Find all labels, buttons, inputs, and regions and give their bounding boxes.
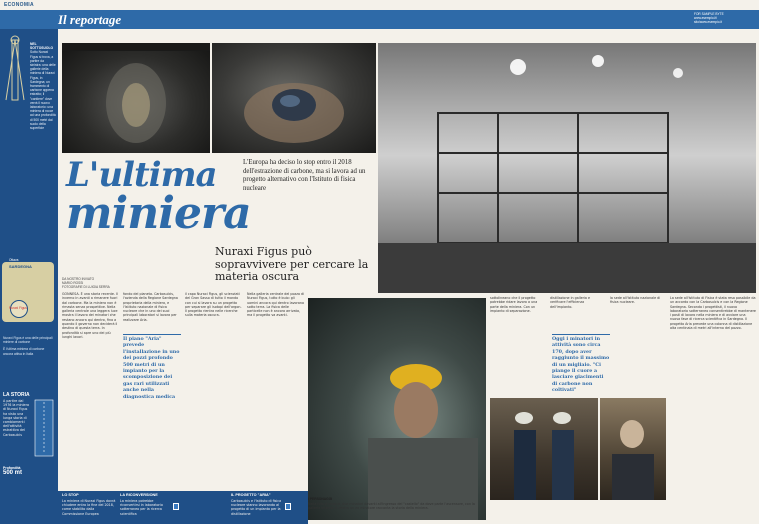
page-info-line: www.esempio.it/ <box>694 16 718 20</box>
history-text: A partire dal 1976 la miniera di Nuraxi Figus ha visto una lunga storia di cambiamenti dell'attività estrattiva del Carbosulcis <box>3 399 29 437</box>
stop-text: La miniera di Nuraxi Figus dovrà chiudere entro la fine del 2018, come stabilito dalla Commissione Europea <box>62 499 116 516</box>
photo-mine-tunnel <box>62 43 210 153</box>
pull-quote-2: Oggi i minatori in attività sono circa 170, dopo aver raggiunto il massimo di un migliaio. "Ci piange il cuore a lasciare giacimenti di carbone non coltivati" <box>552 336 610 394</box>
reconversion-text: La miniera potrebbe riconvertirsi in laboratorio sotterraneo per la ricerca scientifica <box>120 499 163 516</box>
left-caption-text: Sotto Nuraxi Figus si trova, a partire da sinistra: una delle gallerie della miniera di Nuraxi Figus, in Sardegna; un frammento di carbone appena estratto; il "cantiere" dove verrà il nuovo laboratorio: una miniera di rocce ad una profondità di 500 metri dal suolo della superficie <box>30 50 56 131</box>
map-city-label: Nuraxi Figus <box>9 306 27 310</box>
quote-rule <box>552 334 610 335</box>
article-column-4: Nella galleria centrale del pozzo di Nuraxi Figus, tutto è buio: gli uomini ancora qui dentro lavorano sotto terra. La fisica delle particelle non è ancora arrivata, ma il progetto va avanti. <box>247 292 305 318</box>
tunnel-illustration <box>62 43 210 153</box>
article-column-8: La sede all'Istituto di Fisica è stata resa possibile da un accordo con la Carbosulcis e con la Regione Sardegna. Secondo i progettisti, il nuovo laboratorio sotterraneo consentirebbe di mantenere i posti di lavoro nella miniera e di avviare una nuova fase di ricerca scientifica in Sardegna. Il progetto Aria prevede una colonna di distillazione alta centinaia di metri all'interno del pozzo. <box>670 296 756 331</box>
headline-subtitle: Nuraxi Figus può sopravvivere per cercare la materia oscura <box>215 245 369 283</box>
photo-coal-in-hands <box>212 43 376 153</box>
quote-rule <box>123 334 181 335</box>
map-region-label: SARDEGNA <box>9 264 32 269</box>
history-heading: LA STORIA <box>3 392 30 398</box>
page-info <box>694 12 724 24</box>
byline-line: MARIO ROSSI <box>62 281 84 286</box>
depth-value: 500 mt <box>3 470 23 476</box>
former-miner-illustration <box>600 398 666 500</box>
left-stats <box>3 336 55 359</box>
headline-kicker: L'Europa ha deciso lo stop entro il 2018 dell'estrazione di carbone, ma si lavora ad un progetto alternativo con l'Istituto di fisica nucleare <box>243 159 366 192</box>
band-title: Il reportage <box>58 12 122 27</box>
article-column-5: sottolineano che il progetto potrebbe ridare lavoro a una parte della miniera. Con un impianto di separazione. <box>490 296 538 313</box>
reconversion-heading: LA RICONVERSIONE <box>120 493 158 497</box>
depth-box <box>3 466 47 476</box>
article-column-7: la sede all'Istituto nazionale di fisica nucleare. <box>610 296 661 305</box>
article-column-2: fondo del pianeta. Carbosulcis, l'azienda della Regione Sardegna proprietaria della miniera, e l'Istituto nazionale di fisica nucleare che in uno dei suoi principali laboratori si lavora per realizzare Aria. <box>123 292 178 322</box>
left-caption <box>30 42 56 132</box>
pull-quote-1: Il piano "Aria" prevede l'installazione in uno dei pozzi profondo 500 metri di un impianto per la scomposizione dei gas rari utilizzati anche nella diagnostica medica <box>123 336 180 400</box>
left-stat: Nuraxi Figus è una delle principali miniere di carbone <box>3 336 53 345</box>
site-illustration <box>378 43 756 293</box>
page-info-line: FOR SAMPLE BYTE <box>694 12 724 16</box>
two-miners-illustration <box>490 398 598 500</box>
aria-text: Carbosulcis e l'Istituto di fisica nucleare stanno lavorando al progetto di un impianto per la distillazione <box>231 499 282 516</box>
photo-miner-portrait <box>308 298 486 520</box>
article-column-6: distillazione in galleria e verificare l'efficienza dell'impianto. <box>550 296 591 309</box>
article-column-1: GONNESA. È una storia recente. Il inverno in avanti a rimanere fuori dal carbone. Ma la miniera non è rimasta senza prospettive. Nella galleria centrale una leggera luce mostra il lavoro dei minatori che restano ancora qui dentro, fino a quando il governo non deciderà il destino di questa terra. In profondità si apre uno dei più lunghi lavori. <box>62 292 118 339</box>
section-label: ECONOMIA <box>4 2 34 8</box>
photo-former-miner <box>600 398 666 500</box>
depth-label: Profondità <box>3 466 21 470</box>
left-caption-heading: NEL SOTTOSUOLO <box>30 42 54 51</box>
photo-caption-text: Nella foto a sinistra, due minatori davanti all'ingresso del "castello" da dove parte l'ascensore, con la galleria interna. A destra un ex minatore racconta la storia della miniera. <box>308 502 475 511</box>
sardinia-map <box>2 262 54 322</box>
article-column-3: il capo Nuraxi Figus, gli scienziati del Gran Sasso di tutto il mondo con cui si lavora su un progetto per separare gli isotopi dell'argon. Il progetto rientra nelle ricerche sulla materia oscura. <box>185 292 242 318</box>
byline-line: FOTOGRAFIE DI LUIGIA SERRA <box>62 285 110 290</box>
page-info-line: sito/www.esempio.it <box>694 20 722 24</box>
mine-icon <box>285 503 291 510</box>
mine-icon <box>173 503 179 510</box>
photo-caption-heading: I PERSONAGGI <box>308 497 333 501</box>
photo-two-miners <box>490 398 598 500</box>
mine-tower-illustration <box>2 34 28 104</box>
coal-hands-illustration <box>212 43 376 153</box>
map-caption: Ottava <box>9 258 19 262</box>
photo-underground-site <box>378 43 756 293</box>
byline-line: DA NOSTRO INVIATO <box>62 277 95 281</box>
left-stat: È l'ultima miniera di carbone ancora attiva in Italia <box>3 347 45 356</box>
headline-line-1: L'ultima <box>66 155 217 195</box>
mine-shaft-icon <box>33 398 55 458</box>
miner-illustration <box>308 298 486 520</box>
byline <box>62 277 172 290</box>
stop-heading: LO STOP <box>62 493 79 497</box>
headline-line-2: miniera <box>66 188 251 239</box>
aria-heading: IL PROGETTO "ARIA" <box>231 493 271 497</box>
